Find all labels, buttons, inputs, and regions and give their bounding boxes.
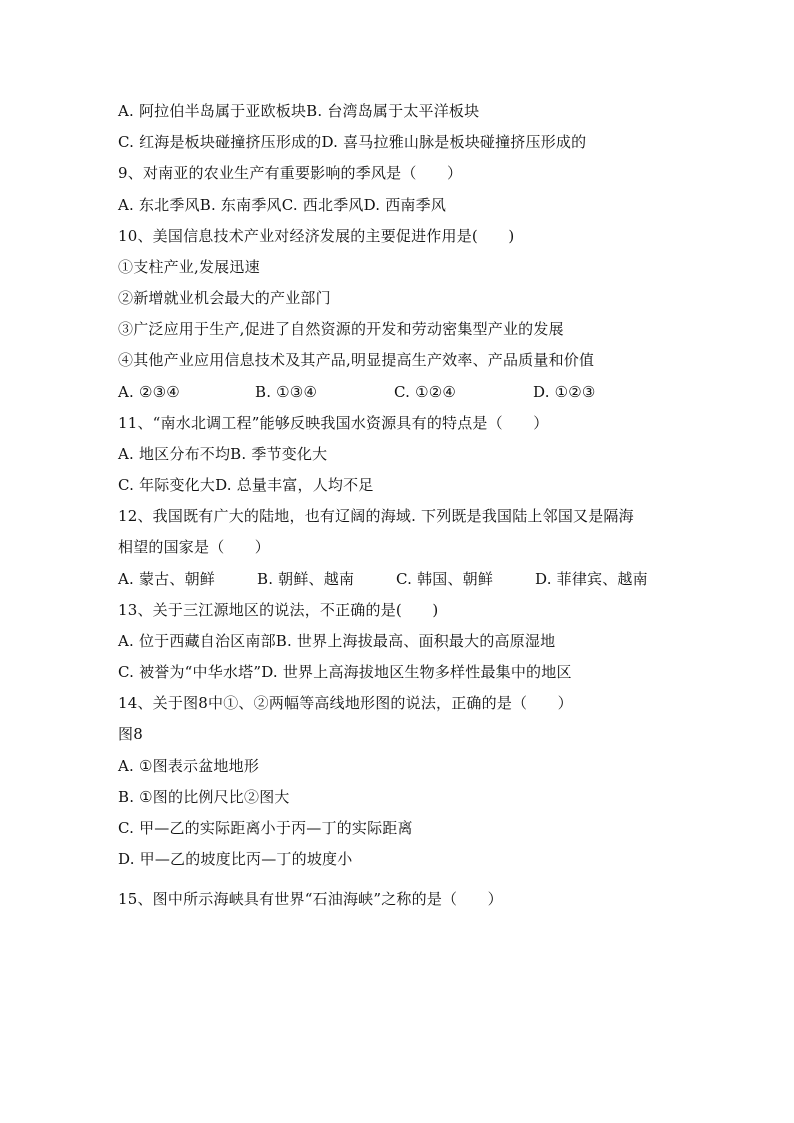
q10-option-c: C. ①②④ [394,383,457,401]
q13-options-cd: C. 被誉为“中华水塔”D. 世界上高海拔地区生物多样性最集中的地区 [118,663,572,681]
q10-stem: 10、美国信息技术产业对经济发展的主要促进作用是( ) [118,227,515,245]
q8-options-cd: C. 红海是板块碰撞挤压形成的D. 喜马拉雅山脉是板块碰撞挤压形成的 [118,133,587,151]
q11-options-cd: C. 年际变化大D. 总量丰富，人均不足 [118,476,374,494]
q12-option-c: C. 韩国、朝鲜 [396,570,494,588]
q14-stem: 14、关于图8中①、②两幅等高线地形图的说法，正确的是（ ） [118,694,573,712]
q10-statement-1: ①支柱产业,发展迅速 [118,258,260,276]
q10-statement-4: ④其他产业应用信息技术及其产品,明显提高生产效率、产品质量和价值 [118,351,595,369]
q10-option-a: A. ②③④ [118,383,180,401]
q14-option-b: B. ①图的比例尺比②图大 [118,788,290,806]
q14-figure-label: 图8 [118,725,143,743]
q10-option-d: D. ①②③ [533,383,596,401]
q12-stem-line2: 相望的国家是（ ） [118,538,271,556]
q8-options-ab: A. 阿拉伯半岛属于亚欧板块B. 台湾岛属于太平洋板块 [118,102,480,120]
q15-stem: 15、图中所示海峡具有世界“石油海峡”之称的是（ ） [118,890,503,908]
q14-option-d: D. 甲—乙的坡度比丙—丁的坡度小 [118,850,353,868]
q14-option-a: A. ①图表示盆地地形 [118,757,260,775]
q12-option-d: D. 菲律宾、越南 [535,570,648,588]
q12-stem-line1: 12、我国既有广大的陆地，也有辽阔的海域. 下列既是我国陆上邻国又是隔海 [118,507,634,525]
q10-statement-3: ③广泛应用于生产,促进了自然资源的开发和劳动密集型产业的发展 [118,320,564,338]
q10-option-b: B. ①③④ [255,383,318,401]
q10-options [118,382,596,402]
q12-option-b: B. 朝鲜、越南 [257,570,355,588]
q14-option-c: C. 甲—乙的实际距离小于丙—丁的实际距离 [118,819,413,837]
q9-stem: 9、对南亚的农业生产有重要影响的季风是（ ） [118,164,463,182]
q11-stem: 11、“南水北调工程”能够反映我国水资源具有的特点是（ ） [118,414,549,432]
q12-options [118,569,648,589]
q13-options-ab: A. 位于西藏自治区南部B. 世界上海拔最高、面积最大的高原湿地 [118,632,556,650]
q11-options-ab: A. 地区分布不均B. 季节变化大 [118,445,328,463]
q10-statement-2: ②新增就业机会最大的产业部门 [118,289,331,307]
q9-options: A. 东北季风B. 东南季风C. 西北季风D. 西南季风 [118,196,447,214]
q12-option-a: A. 蒙古、朝鲜 [118,570,215,588]
q13-stem: 13、关于三江源地区的说法，不正确的是( ) [118,601,439,619]
